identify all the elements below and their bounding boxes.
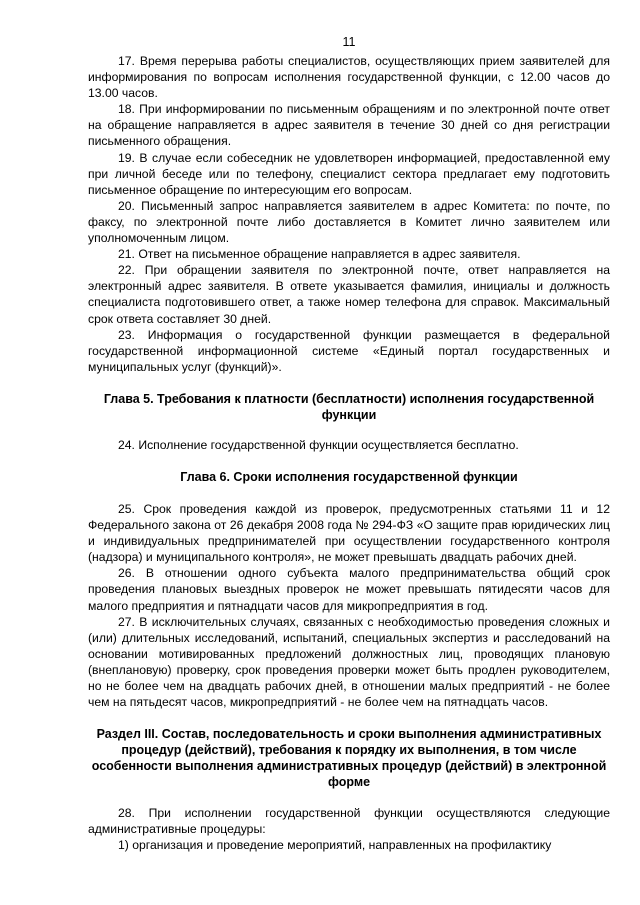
chapter-5-heading: Глава 5. Требования к платности (бесплатности) исполнения государственной функции: [103, 391, 595, 422]
paragraph-24: 24. Исполнение государственной функции осуществляется бесплатно.: [118, 437, 519, 452]
paragraph-25: 25. Срок проведения каждой из проверок, предусмотренных статьями 11 и 12 Федерального закона от 26 декабря 2008 года № 294-ФЗ «О защите прав юридических лиц и индивидуальных предпринимателей при осуществлении государственного контроля (надзора) и муниципального контроля», не может превышать двадцать рабочих дней.: [88, 501, 610, 565]
section-3-heading: Раздел III. Состав, последовательность и сроки выполнения административных процедур (действий), требования к порядку их выполнения, в том числе особенности выполнения административных процедур (действий) в электронной форме: [91, 727, 607, 790]
document-page: [88, 34, 610, 853]
paragraph-23: 23. Информация о государственной функции размещается в федеральной государственной информационной системе «Единый портал государственных и муниципальных услуг (функций)».: [88, 327, 610, 374]
paragraph-27: 27. В исключительных случаях, связанных с необходимостью проведения сложных и (или) длительных исследований, испытаний, специальных экспертиз и расследований на основании мотивированных предложений должностных лиц, проводящих плановую (внеплановую) проверку, срок проведения проверки может быть продлен руководителем, но не более чем на двадцать рабочих дней, в отношении малых предприятий - не более чем на пятьдесят часов, микропредприятий - не более чем на пятнадцать часов.: [88, 614, 610, 710]
paragraph-21: 21. Ответ на письменное обращение направляется в адрес заявителя.: [118, 247, 521, 262]
paragraph-26: 26. В отношении одного субъекта малого предпринимательства общий срок проведения плановых выездных проверок не может превышать пятидесяти часов для малого предприятия и пятнадцати часов для микропредприятия в год.: [88, 566, 610, 613]
page-number: 11: [342, 35, 356, 49]
paragraph-28: 28. При исполнении государственной функции осуществляются следующие административные процедуры:: [88, 806, 610, 837]
paragraph-18: 18. При информировании по письменным обращениям и по электронной почте ответ на обращение направляется в адрес заявителя в течение 30 дней со дня регистрации письменного обращения.: [88, 102, 610, 149]
paragraph-22: 22. При обращении заявителя по электронной почте, ответ направляется на электронный адрес заявителя. В ответе указывается фамилия, инициалы и должность специалиста подготовившего ответ, а также номер телефона для справок. Максимальный срок ответа составляет 30 дней.: [88, 263, 610, 326]
paragraph-17: 17. Время перерыва работы специалистов, осуществляющих прием заявителей для информирования по вопросам исполнения государственной функции, с 12.00 часов до 13.00 часов.: [88, 54, 610, 101]
paragraph-28-item-1: 1) организация и проведение мероприятий, направленных на профилактику: [118, 838, 552, 853]
paragraph-19: 19. В случае если собеседник не удовлетворен информацией, предоставленной ему при личной беседе или по телефону, специалист сектора предлагает ему подготовить письменное обращение по интересующим его вопросам.: [88, 150, 610, 197]
chapter-6-heading: Глава 6. Сроки исполнения государственной функции: [180, 469, 518, 484]
paragraph-20: 20. Письменный запрос направляется заявителем в адрес Комитета: по почте, по факсу, по электронной почте либо доставляется в Комитет лично заявителем или уполномоченным лицом.: [88, 198, 610, 246]
